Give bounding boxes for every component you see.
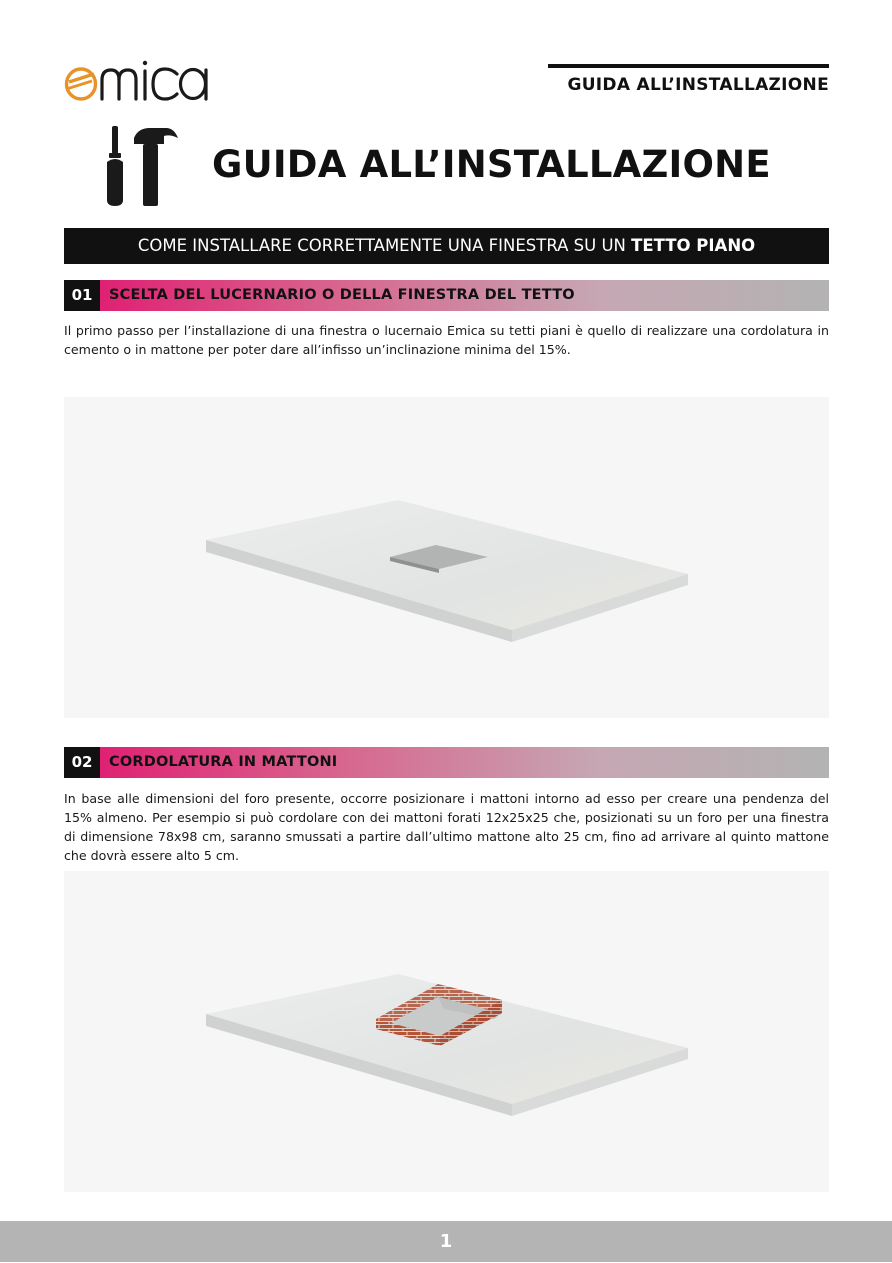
step-01-text: Il primo passo per l’installazione di una finestra o lucernaio Emica su tetti piani è quello di realizzare una cordolatura in cemento o in mattone per poter dare all’infisso un’inclinazione minima del 15%. bbox=[64, 323, 829, 357]
step-number: 02 bbox=[64, 747, 100, 778]
step-02-header bbox=[64, 747, 829, 778]
step-title: SCELTA DEL LUCERNARIO O DELLA FINESTRA DEL TETTO bbox=[109, 287, 575, 303]
brick-curb-image bbox=[64, 871, 829, 1192]
header-label: GUIDA ALL’INSTALLAZIONE bbox=[567, 75, 829, 95]
page-title: GUIDA ALL’INSTALLAZIONE bbox=[212, 143, 771, 186]
tools-icon bbox=[104, 124, 180, 208]
banner-text-bold: TETTO PIANO bbox=[631, 236, 756, 255]
step-number: 01 bbox=[64, 280, 100, 311]
concrete-slab-image bbox=[64, 397, 829, 718]
banner-text: COME INSTALLARE CORRETTAMENTE UNA FINESTRA SU UN bbox=[137, 236, 632, 255]
page-number: 1 bbox=[439, 1231, 453, 1252]
step-02-text: In base alle dimensioni del foro presente, occorre posizionare i mattoni intorno ad esso per creare una pendenza del 15% almeno. Per esempio si può cordolare con dei mattoni forati 12x25x25 che, posizionati su un foro per una finestra di dimensione 78x98 cm, saranno smussati a partire dall’ultimo mattone alto 25 cm, fino ad arrivare al quinto mattone che dovrà essere alto 5 cm. bbox=[64, 791, 829, 863]
step-title: CORDOLATURA IN MATTONI bbox=[109, 754, 338, 770]
step-01-header bbox=[64, 280, 829, 311]
page-footer bbox=[0, 1221, 892, 1262]
section-banner bbox=[64, 228, 829, 264]
header-rule bbox=[548, 64, 829, 68]
emica-logo bbox=[64, 58, 210, 104]
